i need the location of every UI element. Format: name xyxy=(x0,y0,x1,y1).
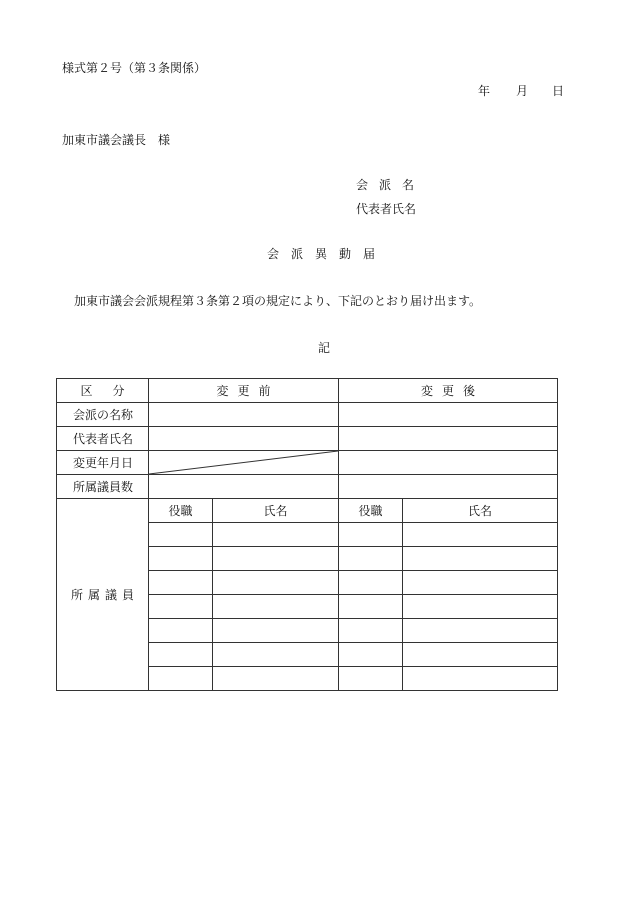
ki-label: 記 xyxy=(318,341,331,355)
date-year-label: 年 xyxy=(478,84,491,98)
member-position-before-cell[interactable] xyxy=(149,619,213,643)
representative-after-cell[interactable] xyxy=(339,427,558,451)
member-name-before-cell[interactable] xyxy=(213,571,339,595)
date-month-label: 月 xyxy=(516,84,529,98)
change-date-before-cell-crossed xyxy=(149,451,339,475)
member-name-before-cell[interactable] xyxy=(213,547,339,571)
document-title: 会派異動届 xyxy=(267,247,388,261)
member-count-after-cell[interactable] xyxy=(339,475,558,499)
diagonal-strike xyxy=(149,451,338,474)
member-position-after-cell[interactable] xyxy=(339,595,403,619)
member-position-after-cell[interactable] xyxy=(339,571,403,595)
member-name-after-cell[interactable] xyxy=(403,523,558,547)
member-name-after-cell[interactable] xyxy=(403,547,558,571)
row-label-members: 所属議員 xyxy=(57,499,149,691)
representative-before-cell[interactable] xyxy=(149,427,339,451)
header-before: 変更前 xyxy=(149,379,339,403)
member-name-after-cell[interactable] xyxy=(403,643,558,667)
body-text: 加東市議会会派規程第３条第２項の規定により、下記のとおり届け出ます。 xyxy=(74,294,482,308)
table-row xyxy=(57,475,558,499)
faction-name-after-cell[interactable] xyxy=(339,403,558,427)
member-name-before-cell[interactable] xyxy=(213,619,339,643)
subheader-name-after: 氏名 xyxy=(403,499,558,523)
header-category: 区分 xyxy=(57,379,149,403)
table-row xyxy=(57,403,558,427)
change-table xyxy=(56,378,558,691)
form-number: 様式第２号（第３条関係） xyxy=(62,61,207,75)
row-label-change-date: 変更年月日 xyxy=(57,451,149,475)
table-header-row xyxy=(57,379,558,403)
faction-name-before-cell[interactable] xyxy=(149,403,339,427)
header-after: 変更後 xyxy=(339,379,558,403)
member-position-after-cell[interactable] xyxy=(339,547,403,571)
table-row xyxy=(57,451,558,475)
faction-name-label: 会派名 xyxy=(356,178,426,192)
member-position-after-cell[interactable] xyxy=(339,619,403,643)
addressee: 加東市議会議長 様 xyxy=(62,133,171,147)
subheader-position-before: 役職 xyxy=(149,499,213,523)
member-position-after-cell[interactable] xyxy=(339,643,403,667)
member-name-before-cell[interactable] xyxy=(213,595,339,619)
member-position-after-cell[interactable] xyxy=(339,667,403,691)
member-name-before-cell[interactable] xyxy=(213,523,339,547)
member-position-before-cell[interactable] xyxy=(149,547,213,571)
member-name-after-cell[interactable] xyxy=(403,571,558,595)
member-name-after-cell[interactable] xyxy=(403,667,558,691)
row-label-faction-name: 会派の名称 xyxy=(57,403,149,427)
member-position-after-cell[interactable] xyxy=(339,523,403,547)
member-name-after-cell[interactable] xyxy=(403,619,558,643)
subheader-position-after: 役職 xyxy=(339,499,403,523)
row-label-representative: 代表者氏名 xyxy=(57,427,149,451)
member-position-before-cell[interactable] xyxy=(149,667,213,691)
subheader-name-before: 氏名 xyxy=(213,499,339,523)
member-position-before-cell[interactable] xyxy=(149,523,213,547)
member-position-before-cell[interactable] xyxy=(149,643,213,667)
table-row xyxy=(57,499,558,523)
member-name-before-cell[interactable] xyxy=(213,667,339,691)
row-label-member-count: 所属議員数 xyxy=(57,475,149,499)
member-count-before-cell[interactable] xyxy=(149,475,339,499)
date-day-label: 日 xyxy=(552,84,565,98)
member-position-before-cell[interactable] xyxy=(149,595,213,619)
member-name-before-cell[interactable] xyxy=(213,643,339,667)
member-position-before-cell[interactable] xyxy=(149,571,213,595)
representative-label: 代表者氏名 xyxy=(356,202,417,216)
change-date-after-cell[interactable] xyxy=(339,451,558,475)
member-name-after-cell[interactable] xyxy=(403,595,558,619)
table-row xyxy=(57,427,558,451)
